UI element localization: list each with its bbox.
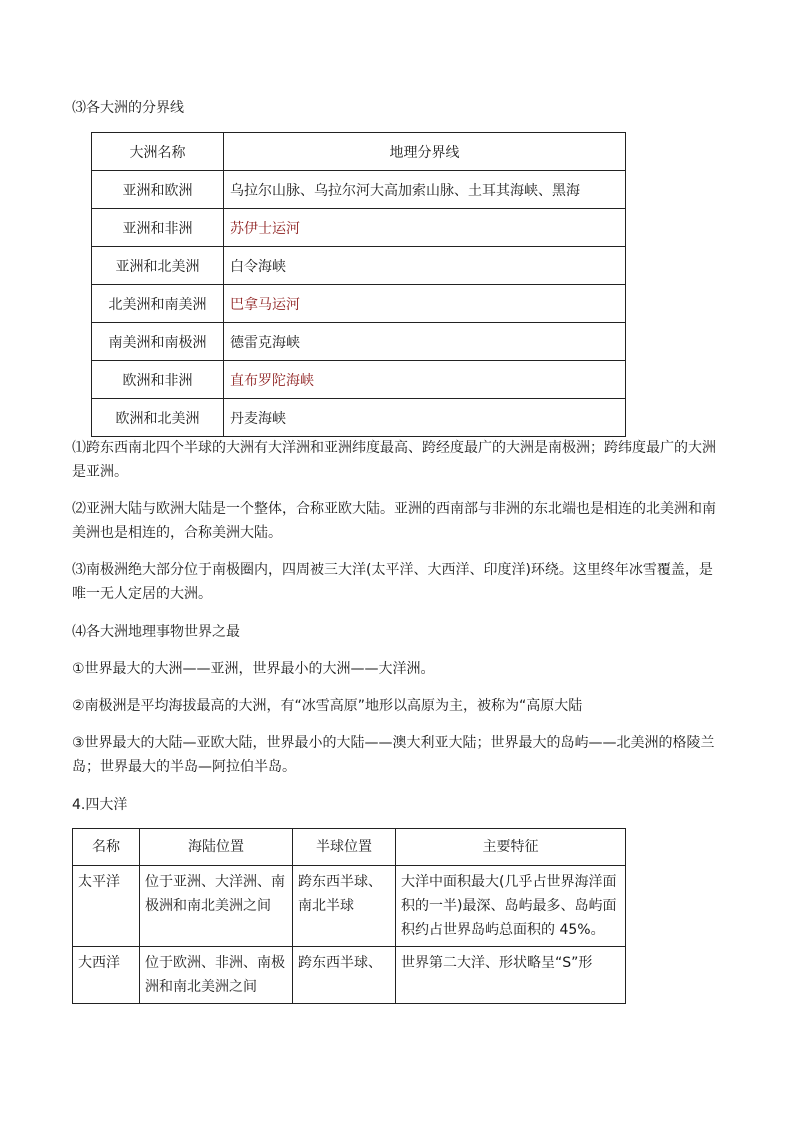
table-row [92, 247, 626, 285]
note-3: ⑶南极洲绝大部分位于南极圈内，四周被三大洋(太平洋、大西洋、印度洋)环绕。这里终年冰雪覆盖，是唯一无人定居的大洲。 [72, 562, 713, 602]
boundary-line: 苏伊士运河 [224, 209, 626, 247]
continent-pair: 亚洲和北美洲 [92, 247, 224, 285]
table-row [73, 866, 626, 947]
note-4-heading: ⑷各大洲地理事物世界之最 [72, 624, 240, 640]
note-1: ⑴跨东西南北四个半球的大洲有大洋洲和亚洲纬度最高、跨经度最广的大洲是南极洲；跨纬度最广的大洲是亚洲。 [72, 440, 716, 480]
ocean-table [72, 828, 626, 1004]
continent-pair: 欧洲和北美洲 [92, 399, 224, 437]
header-location: 海陆位置 [140, 829, 293, 866]
continent-pair: 亚洲和欧洲 [92, 171, 224, 209]
ocean-feature: 大洋中面积最大(几乎占世界海洋面积的一半)最深、岛屿最多、岛屿面积约占世界岛屿总面积的 45%。 [396, 866, 626, 947]
section-4-title: 4.四大洋 [72, 797, 128, 813]
header-hemisphere: 半球位置 [293, 829, 396, 866]
table-header-row [92, 133, 626, 171]
table-row [92, 399, 626, 437]
boundary-line: 白令海峡 [224, 247, 626, 285]
note-2: ⑵亚洲大陆与欧洲大陆是一个整体，合称亚欧大陆。亚洲的西南部与非洲的东北端也是相连的北美洲和南美洲也是相连的，合称美洲大陆。 [72, 501, 716, 541]
table-row [73, 947, 626, 1004]
continent-pair: 北美洲和南美洲 [92, 285, 224, 323]
ocean-name: 太平洋 [73, 866, 140, 947]
note-5: ①世界最大的大洲——亚洲，世界最小的大洲——大洋洲。 [72, 661, 435, 677]
boundary-line: 直布罗陀海峡 [224, 361, 626, 399]
ocean-hemisphere: 跨东西半球、南北半球 [293, 866, 396, 947]
ocean-location: 位于亚洲、大洋洲、南极洲和南北美洲之间 [140, 866, 293, 947]
continent-boundary-table [91, 132, 626, 437]
ocean-name: 大西洋 [73, 947, 140, 1004]
table-row [92, 285, 626, 323]
ocean-hemisphere: 跨东西半球、 [293, 947, 396, 1004]
header-boundary-line: 地理分界线 [224, 133, 626, 171]
table-row [92, 323, 626, 361]
boundary-line: 丹麦海峡 [224, 399, 626, 437]
note-7: ③世界最大的大陆—亚欧大陆，世界最小的大陆——澳大利亚大陆；世界最大的岛屿——北美洲的格陵兰岛；世界最大的半岛—阿拉伯半岛。 [72, 735, 715, 775]
header-name: 名称 [73, 829, 140, 866]
table-row [92, 361, 626, 399]
continent-pair: 欧洲和非洲 [92, 361, 224, 399]
table-row [92, 209, 626, 247]
continent-pair: 南美洲和南极洲 [92, 323, 224, 361]
section-3-title: ⑶各大洲的分界线 [72, 100, 184, 116]
note-6: ②南极洲是平均海拔最高的大洲，有“冰雪高原”地形以高原为主，被称为“高原大陆 [72, 698, 583, 714]
header-feature: 主要特征 [396, 829, 626, 866]
boundary-line: 巴拿马运河 [224, 285, 626, 323]
table-header-row [73, 829, 626, 866]
continent-pair: 亚洲和非洲 [92, 209, 224, 247]
table-row [92, 171, 626, 209]
header-continent-name: 大洲名称 [92, 133, 224, 171]
ocean-feature: 世界第二大洋、形状略呈“S”形 [396, 947, 626, 1004]
boundary-line: 德雷克海峡 [224, 323, 626, 361]
boundary-line: 乌拉尔山脉、乌拉尔河大高加索山脉、土耳其海峡、黑海 [224, 171, 626, 209]
ocean-location: 位于欧洲、非洲、南极洲和南北美洲之间 [140, 947, 293, 1004]
